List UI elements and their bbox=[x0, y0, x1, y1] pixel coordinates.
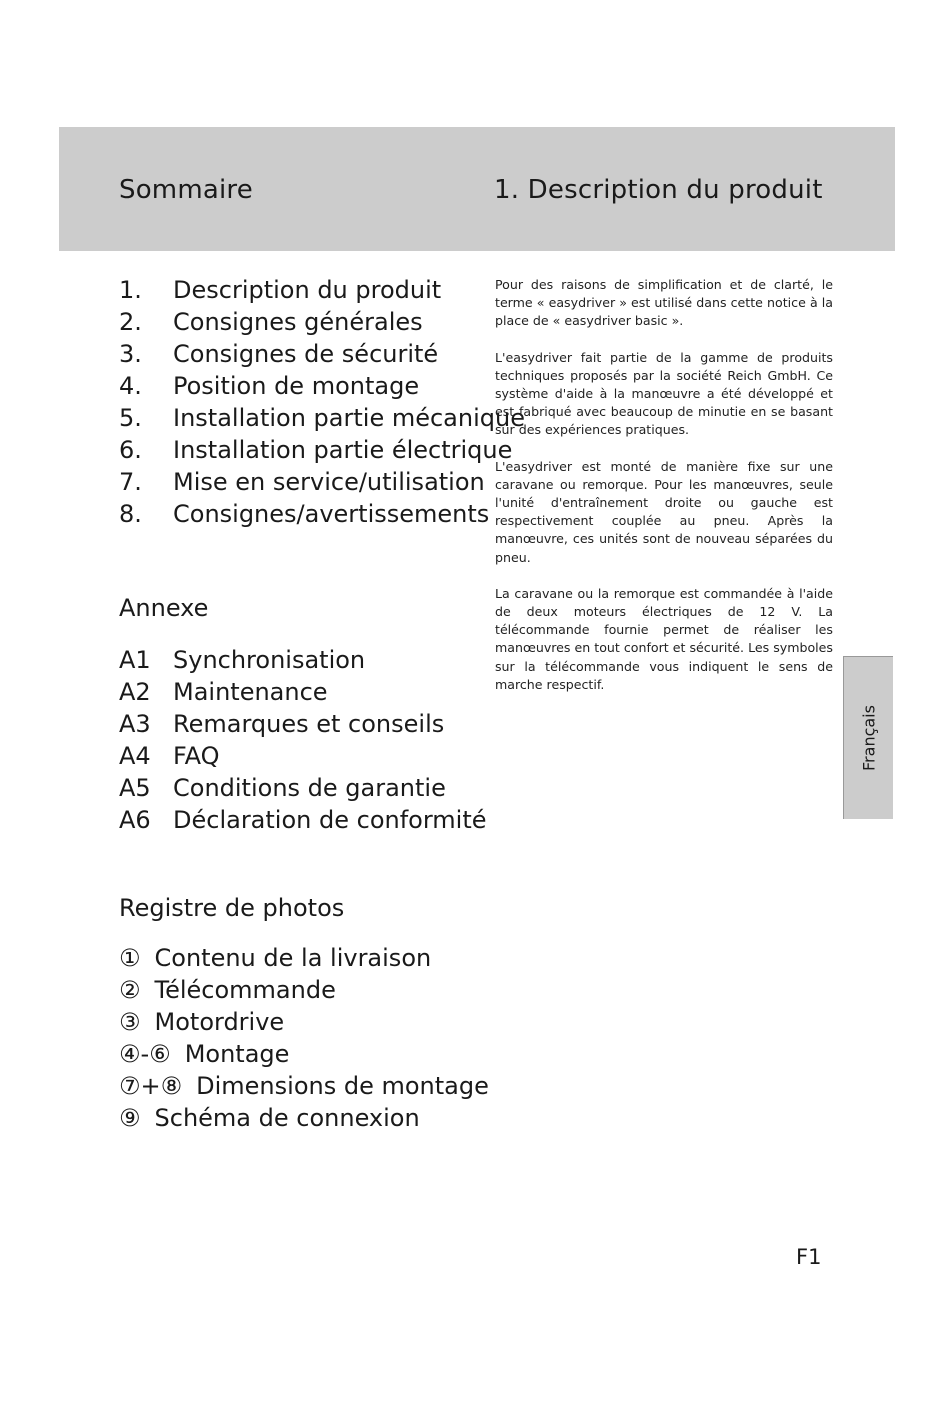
photo-item bbox=[119, 1070, 489, 1102]
toc-number: 6. bbox=[119, 436, 142, 464]
annex-number: A4 bbox=[119, 742, 151, 770]
annex-label: Synchronisation bbox=[173, 646, 366, 674]
toc-item bbox=[119, 466, 525, 498]
annex-label: Conditions de garantie bbox=[173, 774, 446, 802]
toc-label: Mise en service/utilisation bbox=[173, 468, 485, 496]
toc-number: 5. bbox=[119, 404, 142, 432]
annex-number: A6 bbox=[119, 806, 151, 834]
annex-label: Maintenance bbox=[173, 678, 328, 706]
photo-item bbox=[119, 974, 489, 1006]
annex-label: FAQ bbox=[173, 742, 220, 770]
annex-label: Déclaration de conformité bbox=[173, 806, 487, 834]
photos-heading: Registre de photos bbox=[119, 894, 345, 922]
annex-item bbox=[119, 804, 487, 836]
annex-number: A2 bbox=[119, 678, 151, 706]
photo-number: ⑦+⑧ bbox=[119, 1072, 183, 1100]
photo-number: ④-⑥ bbox=[119, 1040, 171, 1068]
toc-item bbox=[119, 306, 525, 338]
annex-item bbox=[119, 708, 487, 740]
toc-number: 8. bbox=[119, 500, 142, 528]
toc-number: 3. bbox=[119, 340, 142, 368]
language-label: Français bbox=[859, 705, 878, 771]
toc-number: 1. bbox=[119, 276, 142, 304]
annex-number: A1 bbox=[119, 646, 151, 674]
photo-item bbox=[119, 1038, 489, 1070]
toc-label: Installation partie électrique bbox=[173, 436, 513, 464]
toc-item bbox=[119, 370, 525, 402]
toc-label: Consignes de sécurité bbox=[173, 340, 439, 368]
photo-label: Dimensions de montage bbox=[196, 1072, 489, 1100]
photo-label: Contenu de la livraison bbox=[154, 944, 432, 972]
photo-item bbox=[119, 1006, 489, 1038]
photo-number: ③ bbox=[119, 1008, 141, 1036]
description-paragraph: L'easydriver fait partie de la gamme de produits techniques proposés par la société Reich GmbH. Ce système d'aide à la manœuvre a été développé et est fabriqué avec beaucoup de minutie en se basant sur des expériences pratiques. bbox=[495, 349, 833, 438]
annex-item bbox=[119, 644, 487, 676]
toc-number: 2. bbox=[119, 308, 142, 336]
section-title: 1. Description du produit bbox=[494, 175, 823, 205]
annex-list bbox=[119, 644, 487, 836]
annex-number: A3 bbox=[119, 710, 151, 738]
product-description bbox=[495, 276, 833, 712]
photos-list bbox=[119, 942, 489, 1134]
page-number: F1 bbox=[796, 1245, 822, 1269]
photo-item bbox=[119, 942, 489, 974]
toc-number: 7. bbox=[119, 468, 142, 496]
toc-label: Installation partie mécanique bbox=[173, 404, 525, 432]
description-paragraph: L'easydriver est monté de manière fixe sur une caravane ou remorque. Pour les manœuvres, seule l'unité d'entraînement droite ou gauche est respectivement couplée au pneu. Après la manœuvre, ces unités sont de nouveau séparées du pneu. bbox=[495, 458, 833, 565]
toc-label: Description du produit bbox=[173, 276, 442, 304]
annex-item bbox=[119, 740, 487, 772]
toc-item bbox=[119, 338, 525, 370]
annex-item bbox=[119, 676, 487, 708]
photo-label: Schéma de connexion bbox=[154, 1104, 420, 1132]
description-paragraph: La caravane ou la remorque est commandée à l'aide de deux moteurs électriques de 12 V. La télécommande fournie permet de réaliser les manœuvres en tout confort et sécurité. Les symboles sur la télécommande vous indiquent le sens de marche respectif. bbox=[495, 585, 833, 692]
description-paragraph: Pour des raisons de simplification et de clarté, le terme « easydriver » est utilisé dans cette notice à la place de « easydriver basic ». bbox=[495, 277, 833, 329]
photo-number: ① bbox=[119, 944, 141, 972]
toc-item bbox=[119, 274, 525, 306]
toc-label: Consignes générales bbox=[173, 308, 423, 336]
photo-label: Télécommande bbox=[154, 976, 336, 1004]
photo-number: ② bbox=[119, 976, 141, 1004]
photo-label: Montage bbox=[184, 1040, 290, 1068]
table-of-contents bbox=[119, 274, 525, 530]
toc-item bbox=[119, 402, 525, 434]
contents-title: Sommaire bbox=[119, 175, 253, 205]
photo-number: ⑨ bbox=[119, 1104, 141, 1132]
language-tab bbox=[843, 656, 893, 819]
photo-item bbox=[119, 1102, 489, 1134]
toc-number: 4. bbox=[119, 372, 142, 400]
annex-item bbox=[119, 772, 487, 804]
toc-item bbox=[119, 434, 525, 466]
toc-label: Consignes/avertissements bbox=[173, 500, 490, 528]
toc-item bbox=[119, 498, 525, 530]
photo-label: Motordrive bbox=[154, 1008, 285, 1036]
annex-number: A5 bbox=[119, 774, 151, 802]
annex-heading: Annexe bbox=[119, 594, 209, 622]
annex-label: Remarques et conseils bbox=[173, 710, 445, 738]
toc-label: Position de montage bbox=[173, 372, 420, 400]
